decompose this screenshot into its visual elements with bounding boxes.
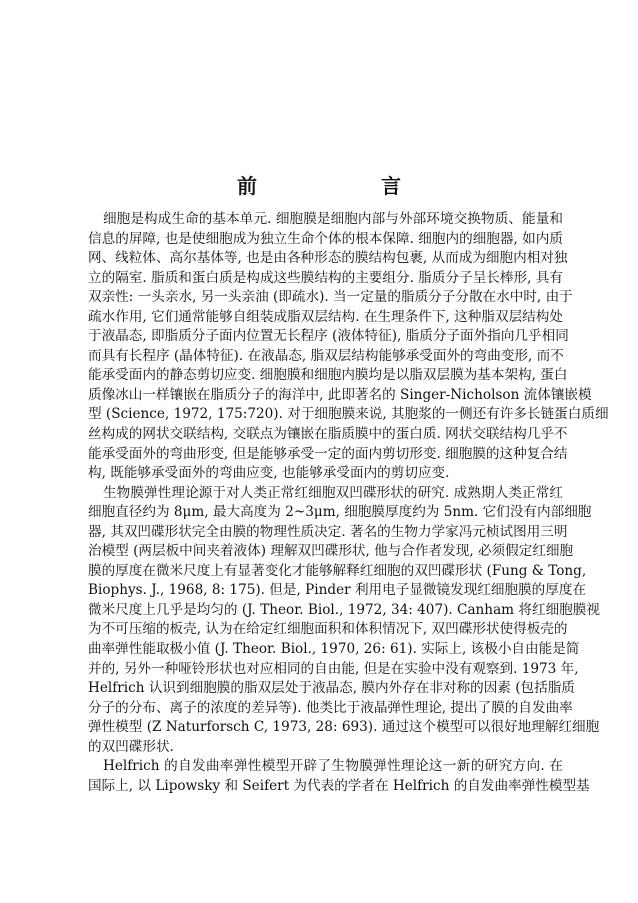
paragraph-line: 细胞是构成生命的基本单元. 细胞膜是细胞内部与外部环境交换物质、能量和: [103, 211, 563, 227]
preface-body: [88, 210, 609, 796]
paragraph-line: 为不可压缩的板壳, 认为在给定红细胞面积和体积情况下, 双凹碟形状使得板壳的: [88, 621, 568, 638]
paragraph-line: 生物膜弹性理论源于对人类正常红细胞双凹碟形状的研究. 成熟期人类正常红: [103, 484, 563, 501]
paragraph-line: 信息的屏障, 也是使细胞成为独立生命个体的根本保障. 细胞内的细胞器, 如内质: [88, 230, 563, 247]
paragraph-line: 细胞直径约为 8μm, 最大高度为 2~3μm, 细胞膜厚度约为 5nm. 它们没有内部细胞: [88, 504, 592, 521]
paragraph-line: 治模型 (两层板中间夹着液体) 理解双凹碟形状, 他与合作者发现, 必须假定红细胞: [88, 543, 574, 560]
paragraph-line: 膜的厚度在微米尺度上有显著变化才能够解释红细胞的双凹碟形状 (Fung & Tong,: [88, 562, 587, 579]
paragraph-line: 曲率弹性能取极小值 (J. Theor. Biol., 1970, 26: 61). 实际上, 该极小自由能是简: [88, 641, 580, 658]
paragraph-line: 微米尺度上几乎是均匀的 (J. Theor. Biol., 1972, 34: 407). Canham 将红细胞膜视: [88, 601, 600, 618]
paragraph-line: 能承受面内的静态剪切应变. 细胞膜和细胞内膜均是以脂双层膜为基本架构, 蛋白: [88, 367, 568, 384]
paragraph-line: 弹性模型 (Z Naturforsch C, 1973, 28: 693). 通过这个模型可以很好地理解红细胞: [88, 719, 600, 736]
paragraph-line: 丝构成的网状交联结构, 交联点为镶嵌在脂质膜中的蛋白质. 网状交联结构几乎不: [88, 426, 568, 443]
paragraph-line: 而具有长程序 (晶体特征). 在液晶态, 脂双层结构能够承受面外的弯曲变形, 而不: [88, 347, 564, 364]
paragraph-line: 并的, 另外一种哑铃形状也对应相同的自由能, 但是在实验中没有观察到. 1973 年,: [88, 660, 579, 677]
page-title: 前 言: [237, 174, 453, 198]
paragraph-line: 国际上, 以 Lipowsky 和 Seifert 为代表的学者在 Helfrich 的自发曲率弹性模型基: [88, 777, 590, 794]
paragraph-line: Biophys. J., 1968, 8: 175). 但是, Pinder 利用电子显微镜发现红细胞膜的厚度在: [88, 582, 587, 599]
paragraph-line: 于液晶态, 即脂质分子面内位置无长程序 (液体特征), 脂质分子面外指向几乎相同: [88, 328, 569, 345]
paragraph-line: 疏水作用, 它们通常能够自组装成脂双层结构. 在生理条件下, 这种脂双层结构处: [88, 308, 563, 325]
paragraph-line: 网、线粒体、高尔基体等, 也是由各种形态的膜结构包裹, 从而成为细胞内相对独: [88, 250, 568, 267]
paragraph-line: 能承受面外的弯曲形变, 但是能够承受一定的面内剪切形变. 细胞膜的这种复合结: [88, 445, 568, 462]
paragraph-line: 质像冰山一样镶嵌在脂质分子的海洋中, 此即著名的 Singer-Nicholson 流体镶嵌模: [88, 386, 592, 403]
paragraph-line: 双亲性: 一头亲水, 另一头亲油 (即疏水). 当一定量的脂质分子分散在水中时, 由于: [88, 289, 573, 306]
paragraph-line: 型 (Science, 1972, 175:720). 对于细胞膜来说, 其胞浆的一侧还有许多长链蛋白质细: [88, 406, 609, 423]
paragraph-line: 构, 既能够承受面外的弯曲应变, 也能够承受面内的剪切应变.: [88, 465, 450, 482]
paragraph-line: 立的隔室. 脂质和蛋白质是构成这些膜结构的主要组分. 脂质分子呈长棒形, 具有: [88, 269, 563, 286]
paragraph-line: Helfrich 的自发曲率弹性模型开辟了生物膜弹性理论这一新的研究方向. 在: [103, 758, 563, 775]
paragraph-line: Helfrich 认识到细胞膜的脂双层处于液晶态, 膜内外存在非对称的因素 (包括脂质: [88, 680, 575, 697]
paragraph-line: 分子的分布、离子的浓度的差异等). 他类比于液晶弹性理论, 提出了膜的自发曲率: [88, 699, 573, 716]
paragraph-line: 的双凹碟形状.: [88, 738, 174, 755]
paragraph-line: 器, 其双凹碟形状完全由膜的物理性质决定. 著名的生物力学家冯元桢试图用三明: [88, 523, 568, 540]
